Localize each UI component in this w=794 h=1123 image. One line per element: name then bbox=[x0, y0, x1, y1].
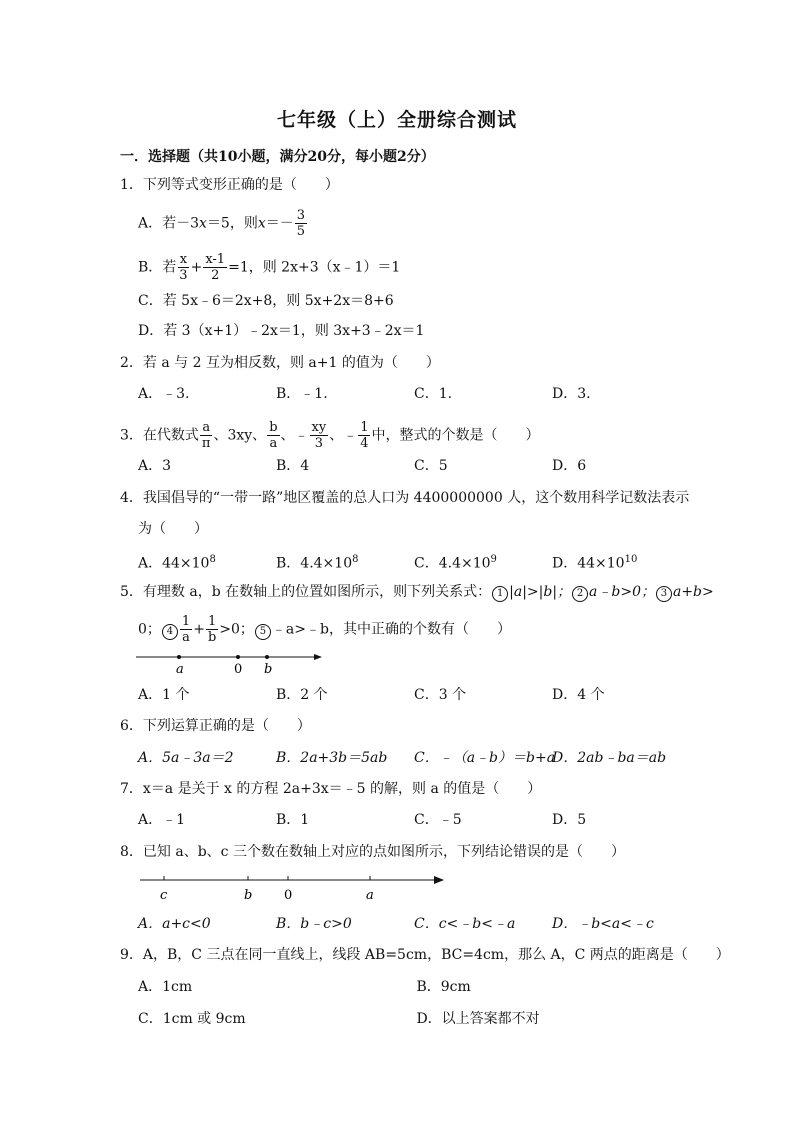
option-d: D．﹣b<a<﹣c bbox=[552, 916, 654, 932]
point-b bbox=[265, 655, 269, 659]
option-a: A．﹣3. bbox=[138, 386, 190, 402]
question-7-options bbox=[138, 811, 690, 829]
question-1-option-b: B．若 $\frac{x}{3}$ + $\frac{x-1}{2}$ =1，则 2x+3（x﹣1）＝1 bbox=[138, 252, 401, 283]
circled-number: 1 bbox=[492, 586, 508, 602]
question-1-option-c: C．若 5x﹣6＝2x+8，则 5x+2x＝8+6 bbox=[138, 293, 394, 309]
number-line-q5 bbox=[136, 648, 326, 676]
question-1-option-d: D．若 3（x+1）﹣2x＝1，则 3x+3﹣2x＝1 bbox=[138, 323, 425, 339]
circled-number: 3 bbox=[656, 586, 672, 602]
circled-number: 5 bbox=[255, 624, 271, 640]
question-4-options bbox=[138, 551, 690, 573]
option-c: C．﹣（a﹣b）＝b+a bbox=[414, 750, 556, 766]
option-c: C．3 个 bbox=[414, 687, 467, 703]
option-a: A．a+c<0 bbox=[138, 916, 211, 932]
option-b: B．9cm bbox=[416, 979, 471, 995]
option-b: B．b﹣c>0 bbox=[276, 916, 352, 932]
label-c: c bbox=[160, 888, 168, 903]
option-d: D．以上答案都不对 bbox=[416, 1011, 540, 1027]
question-3-stem: 3．在代数式 $\frac{a}{\pi}$ 、3xy、 $\frac{b}{a}$ 、﹣ $\frac{xy}{3}$ 、﹣ $\frac{1}{4}$ 中，整式的个数是（ ） bbox=[120, 420, 540, 451]
question-5-options bbox=[138, 686, 690, 704]
circled-number: 2 bbox=[572, 586, 588, 602]
question-4-stem-line-2: 为（ ） bbox=[138, 521, 208, 537]
point-a bbox=[177, 655, 181, 659]
option-a: A．3 bbox=[138, 458, 172, 474]
option-c: C．5 bbox=[414, 458, 448, 474]
option-a: A．5a﹣3a＝2 bbox=[138, 750, 234, 766]
question-1-stem: 1．下列等式变形正确的是（ ） bbox=[120, 177, 339, 193]
number-line-q8 bbox=[140, 872, 448, 904]
point-0 bbox=[236, 655, 240, 659]
fraction: $\frac{x}{3}$ bbox=[179, 252, 188, 283]
label-a: a bbox=[176, 662, 184, 676]
fraction: $\frac{x-1}{2}$ bbox=[205, 252, 226, 283]
option-d: D．2ab﹣ba＝ab bbox=[552, 750, 667, 766]
fraction: $\frac{1}{b}$ bbox=[207, 614, 217, 645]
option-b: B．4 bbox=[276, 458, 310, 474]
question-8-options bbox=[138, 915, 690, 933]
label-0: 0 bbox=[284, 888, 293, 903]
option-c: C．$4.4\times 10^9$ bbox=[414, 554, 497, 572]
question-5-stem-line-1: 5．有理数 a，b 在数轴上的位置如图所示，则下列关系式： 1 |a|>|b|； 2 a﹣b>0； 3 a+b> bbox=[120, 584, 714, 600]
option-c: C．1. bbox=[414, 386, 453, 402]
question-3-options bbox=[138, 457, 690, 475]
option-c: C．c<﹣b<﹣a bbox=[414, 916, 516, 932]
option-b: B．﹣1. bbox=[276, 386, 328, 402]
question-5-stem-line-2: 0； 4 $\frac{1}{a}$ + $\frac{1}{b}$ >0； 5 ﹣a>﹣b，其中正确的个数有（ ） bbox=[138, 614, 511, 645]
fraction: $\frac{xy}{3}$ bbox=[311, 420, 327, 451]
option-d: D．4 个 bbox=[552, 687, 605, 703]
option-c: C．1cm 或 9cm bbox=[138, 1011, 246, 1027]
fraction: $\frac{3}{5}$ bbox=[296, 208, 306, 239]
option-a: A．1 个 bbox=[138, 687, 190, 703]
option-d: D．$44\times 10^{10}$ bbox=[552, 554, 638, 572]
option-b: B．2 个 bbox=[276, 687, 328, 703]
question-7-stem: 7．x＝a 是关于 x 的方程 2a+3x＝﹣5 的解，则 a 的值是（ ） bbox=[120, 781, 542, 797]
option-d: D．6 bbox=[552, 458, 587, 474]
circled-number: 4 bbox=[162, 624, 178, 640]
label-b: b bbox=[264, 662, 273, 676]
question-9-options-row-1 bbox=[138, 978, 690, 996]
question-1-option-a: A．若－3x＝5，则x＝－ $\frac{3}{5}$ bbox=[138, 208, 306, 239]
question-6-stem: 6．下列运算正确的是（ ） bbox=[120, 718, 311, 734]
label-0: 0 bbox=[234, 662, 243, 676]
option-d: D．5 bbox=[552, 812, 587, 828]
fraction: $\frac{1}{4}$ bbox=[360, 420, 369, 451]
fraction: $\frac{1}{a}$ bbox=[181, 614, 191, 645]
question-2-options bbox=[138, 385, 690, 403]
option-d: D．3. bbox=[552, 386, 591, 402]
fraction: $\frac{b}{a}$ bbox=[269, 420, 278, 451]
arrow-icon bbox=[434, 876, 444, 884]
page-title: 七年级（上）全册综合测试 bbox=[276, 109, 517, 131]
option-c: C．﹣5 bbox=[414, 812, 462, 828]
option-a: A．1cm bbox=[138, 979, 193, 995]
question-8-stem: 8．已知 a、b、c 三个数在数轴上对应的点如图所示，下列结论错误的是（ ） bbox=[120, 844, 625, 860]
question-9-stem: 9．A，B，C 三点在同一直线上，线段 AB=5cm，BC=4cm，那么 A，C 两点的距离是（ ） bbox=[120, 947, 730, 963]
arrow-icon bbox=[314, 654, 322, 660]
question-9-options-row-2 bbox=[138, 1010, 690, 1028]
option-b: B．2a+3b＝5ab bbox=[276, 750, 388, 766]
question-4-stem-line-1: 4．我国倡导的“一带一路”地区覆盖的总人口为 4400000000 人，这个数用科学记数法表示 bbox=[120, 490, 690, 506]
label-b: b bbox=[244, 888, 253, 903]
option-b: B．$4.4\times 10^8$ bbox=[276, 554, 359, 572]
label-a: a bbox=[366, 888, 374, 903]
option-a: A．﹣1 bbox=[138, 812, 186, 828]
section-heading: 一．选择题（共10小题，满分20分，每小题2分） bbox=[120, 149, 435, 165]
question-2-stem: 2．若 a 与 2 互为相反数，则 a+1 的值为（ ） bbox=[120, 355, 440, 371]
option-a: A．$44\times 10^8$ bbox=[138, 554, 216, 572]
fraction: $\frac{a}{\pi}$ bbox=[201, 420, 211, 451]
question-6-options bbox=[138, 749, 690, 767]
option-b: B．1 bbox=[276, 812, 310, 828]
